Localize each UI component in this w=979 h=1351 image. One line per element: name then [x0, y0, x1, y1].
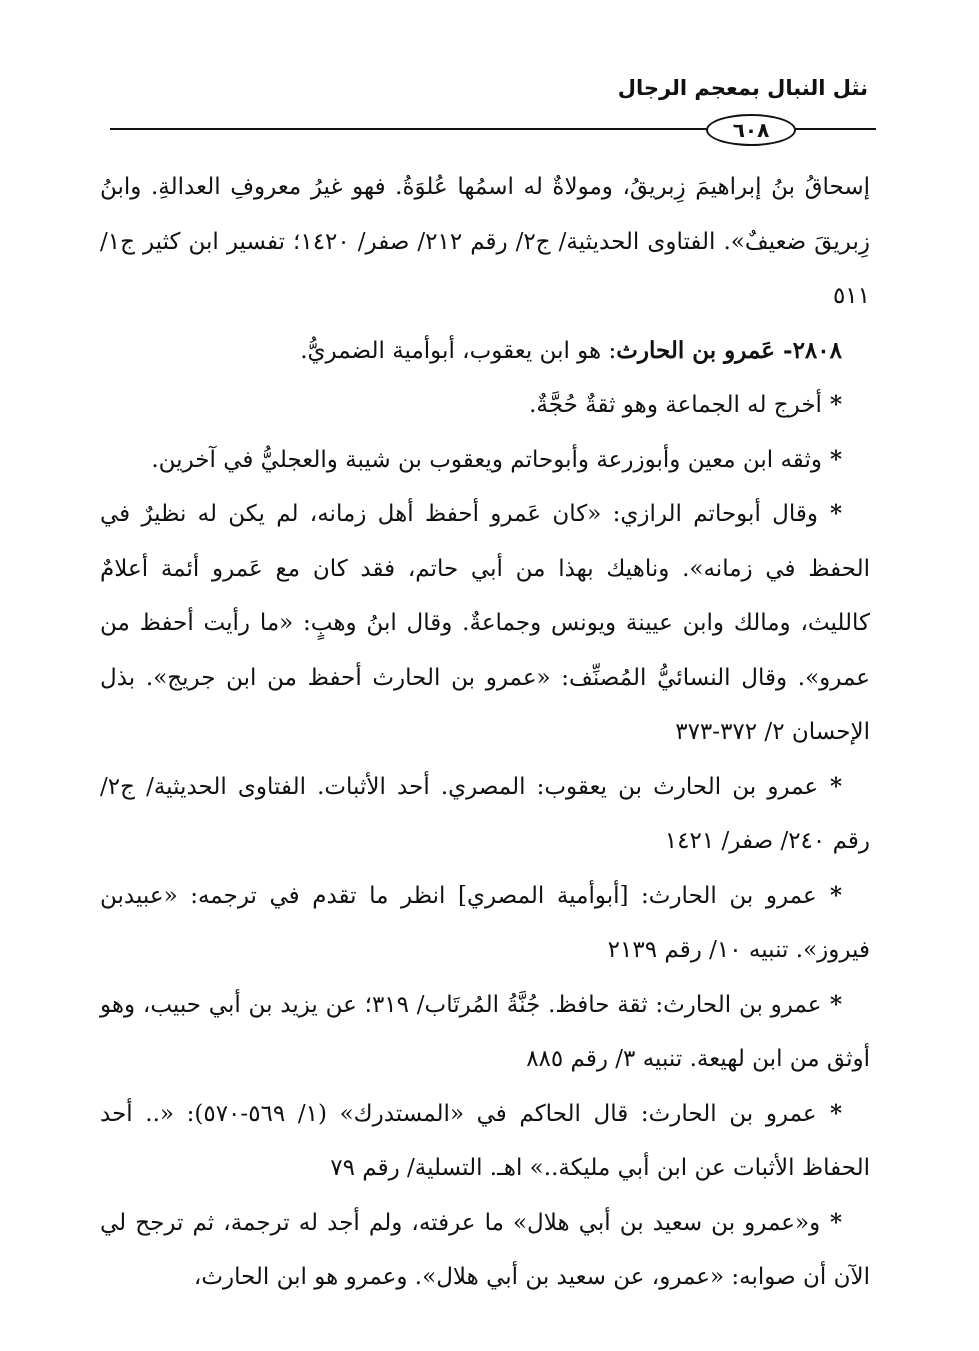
bullet-star: * [821, 445, 842, 473]
paragraph [100, 1196, 870, 1305]
bullet-star: * [821, 990, 842, 1018]
entry-description: : هو ابن يعقوب، أبوأمية الضمريُّ. [300, 337, 617, 364]
paragraph-text: وثقه ابن معين وأبوزرعة وأبوحاتم ويعقوب بن شيبة والعجليُّ في آخرين. [151, 446, 822, 473]
paragraph [100, 869, 870, 978]
bullet-star: * [816, 1099, 842, 1127]
paragraph [100, 487, 870, 760]
bullet-star: * [817, 500, 842, 527]
paragraph [100, 433, 870, 488]
page-number-badge: ٦٠٨ [706, 114, 796, 146]
paragraph-text: إسحاقُ بنُ إبراهيمَ زِبريقُ، ومولاةٌ له اسمُها عُلوَةُ. فهو غيرُ معروفِ العدالةِ. وابنُ زِبريقَ ضعيفٌ». الفتاوى الحديثية/ ج٢/ رقم ٢١٢/ صفر/ ١٤٢٠؛ تفسير ابن كثير ج١/ ٥١١ [100, 174, 870, 309]
paragraph-continuation [100, 160, 870, 324]
paragraph [100, 378, 870, 433]
bullet-star: * [820, 1208, 842, 1236]
page-body [100, 160, 870, 1305]
paragraph-text: عمرو بن الحارث: [أبوأمية المصري] انظر ما تقدم في ترجمه: «عبيدبن فيروز». تنبيه ١٠/ رقم ٢١٣٩ [100, 882, 870, 963]
bullet-star: * [818, 772, 843, 800]
paragraph-text: عمرو بن الحارث: ثقة حافظ. جُنَّةُ المُرتَاب/ ٣١٩؛ عن يزيد بن أبي حبيب، وهو أوثق من ابن لهيعة. تنبيه ٣/ رقم ٨٨٥ [100, 991, 870, 1072]
paragraph-text: وقال أبوحاتم الرازي: «كان عَمرو أحفظ أهل زمانه، لم يكن له نظيرٌ في الحفظ في زمانه». وناهيك بهذا من أبي حاتم، فقد كان مع عَمرو أئمة أعلامٌ كالليث، ومالك وابن عيينة ويونس وجماعةٌ. وقال ابنُ وهبٍ: «ما رأيت أحفظ من عمرو». وقال النسائيُّ المُصنِّف: «عمرو بن الحارث أحفظ من ابن جريج». بذل الإحسان ٢/ ٣٧٢-٣٧٣ [100, 501, 870, 745]
entry-heading [100, 324, 870, 379]
paragraph-text: و«عمرو بن سعيد بن أبي هلال» ما عرفته، ولم أجد له ترجمة، ثم ترجح لي الآن أن صوابه: «عمرو، عن سعيد بن أبي هلال». وعمرو هو ابن الحارث، [100, 1209, 870, 1290]
paragraph-text: أخرج له الجماعة وهو ثقةٌ حُجَّةٌ. [529, 392, 822, 418]
entry-name: عَمرو بن الحارث [616, 336, 776, 364]
bullet-star: * [816, 881, 842, 909]
paragraph [100, 760, 870, 869]
paragraph [100, 1087, 870, 1196]
paragraph-text: عمرو بن الحارث: قال الحاكم في «المستدرك» (١/ ٥٦٩-٥٧٠): «.. أحد الحفاظ الأثبات عن ابن أبي مليكة..» اهـ. التسلية/ رقم ٧٩ [100, 1100, 870, 1181]
entry-number: ٢٨٠٨- [775, 336, 842, 364]
running-title: نثل النبال بمعجم الرجال [617, 76, 868, 100]
paragraph [100, 978, 870, 1087]
paragraph-text: عمرو بن الحارث بن يعقوب: المصري. أحد الأثبات. الفتاوى الحديثية/ ج٢/ رقم ٢٤٠/ صفر/ ١٤٢١ [100, 773, 870, 854]
bullet-star: * [821, 391, 842, 418]
